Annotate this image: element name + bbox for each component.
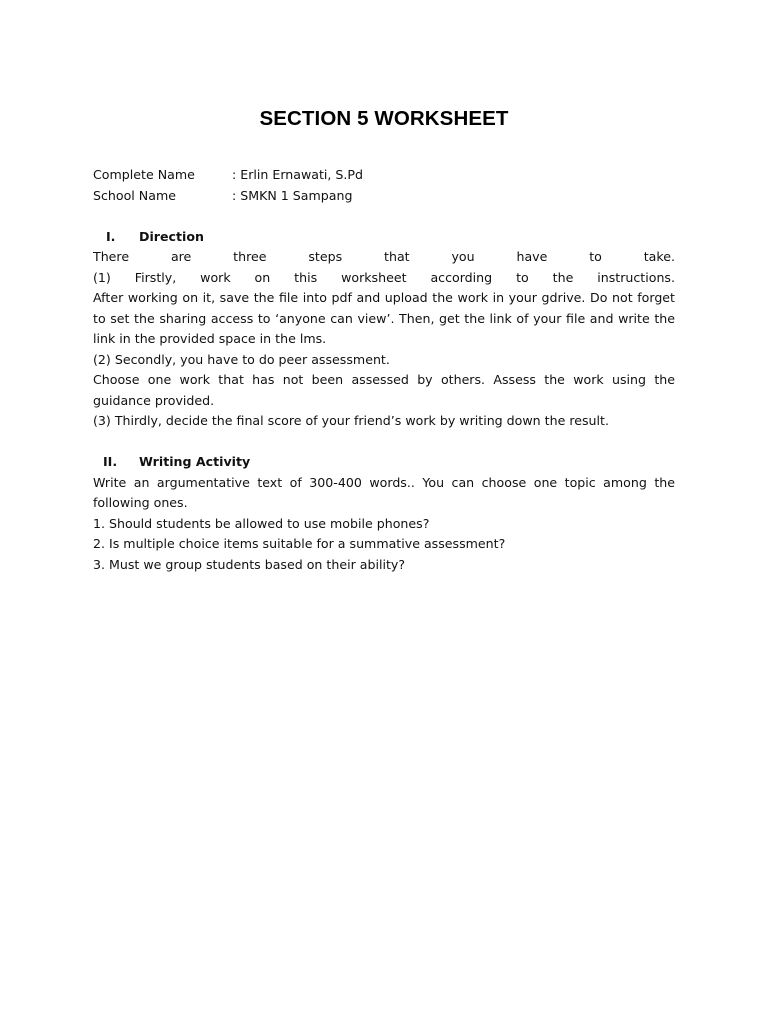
spacer	[93, 432, 675, 453]
complete-name-value: : Erlin Ernawati, S.Pd	[232, 167, 364, 182]
direction-line-2: (1) Firstly, work on this worksheet according to the instructions.	[93, 269, 675, 285]
direction-paragraph-2: Choose one work that has not been assessed by others. Assess the work using the guidance provided.	[93, 372, 675, 408]
section-number: II.	[103, 454, 118, 469]
section-heading-direction	[93, 227, 675, 248]
document-body	[93, 165, 675, 575]
complete-name-label: Complete Name	[93, 167, 195, 182]
direction-paragraph-1: After working on it, save the file into pdf and upload the work in your gdrive. Do not forget to set the sharing access to ‘anyone can view’. Then, get the link of your file and write the link in the provided space in the lms.	[93, 290, 675, 346]
direction-step-2: (2) Secondly, you have to do peer assessment.	[93, 351, 390, 367]
topic-item: 1. Should students be allowed to use mobile phones?	[93, 515, 430, 531]
topic-item: 2. Is multiple choice items suitable for a summative assessment?	[93, 536, 506, 551]
school-name-label: School Name	[93, 187, 176, 203]
direction-line-1: There are three steps that you have to take.	[93, 249, 675, 264]
direction-step-3: (3) Thirdly, decide the final score of your friend’s work by writing down the result.	[93, 413, 609, 428]
spacer	[93, 206, 675, 227]
section-title: Writing Activity	[139, 454, 251, 469]
section-number: I.	[106, 228, 116, 244]
school-name-row	[93, 186, 675, 207]
complete-name-row	[93, 165, 675, 186]
section-heading-writing-activity	[93, 452, 675, 473]
worksheet-title: SECTION 5 WORKSHEET	[259, 107, 509, 130]
topic-item: 3. Must we group students based on their ability?	[93, 556, 406, 572]
school-name-value: : SMKN 1 Sampang	[232, 187, 353, 203]
writing-activity-intro: Write an argumentative text of 300-400 words.. You can choose one topic among the following ones.	[93, 474, 675, 510]
section-title: Direction	[139, 228, 204, 244]
